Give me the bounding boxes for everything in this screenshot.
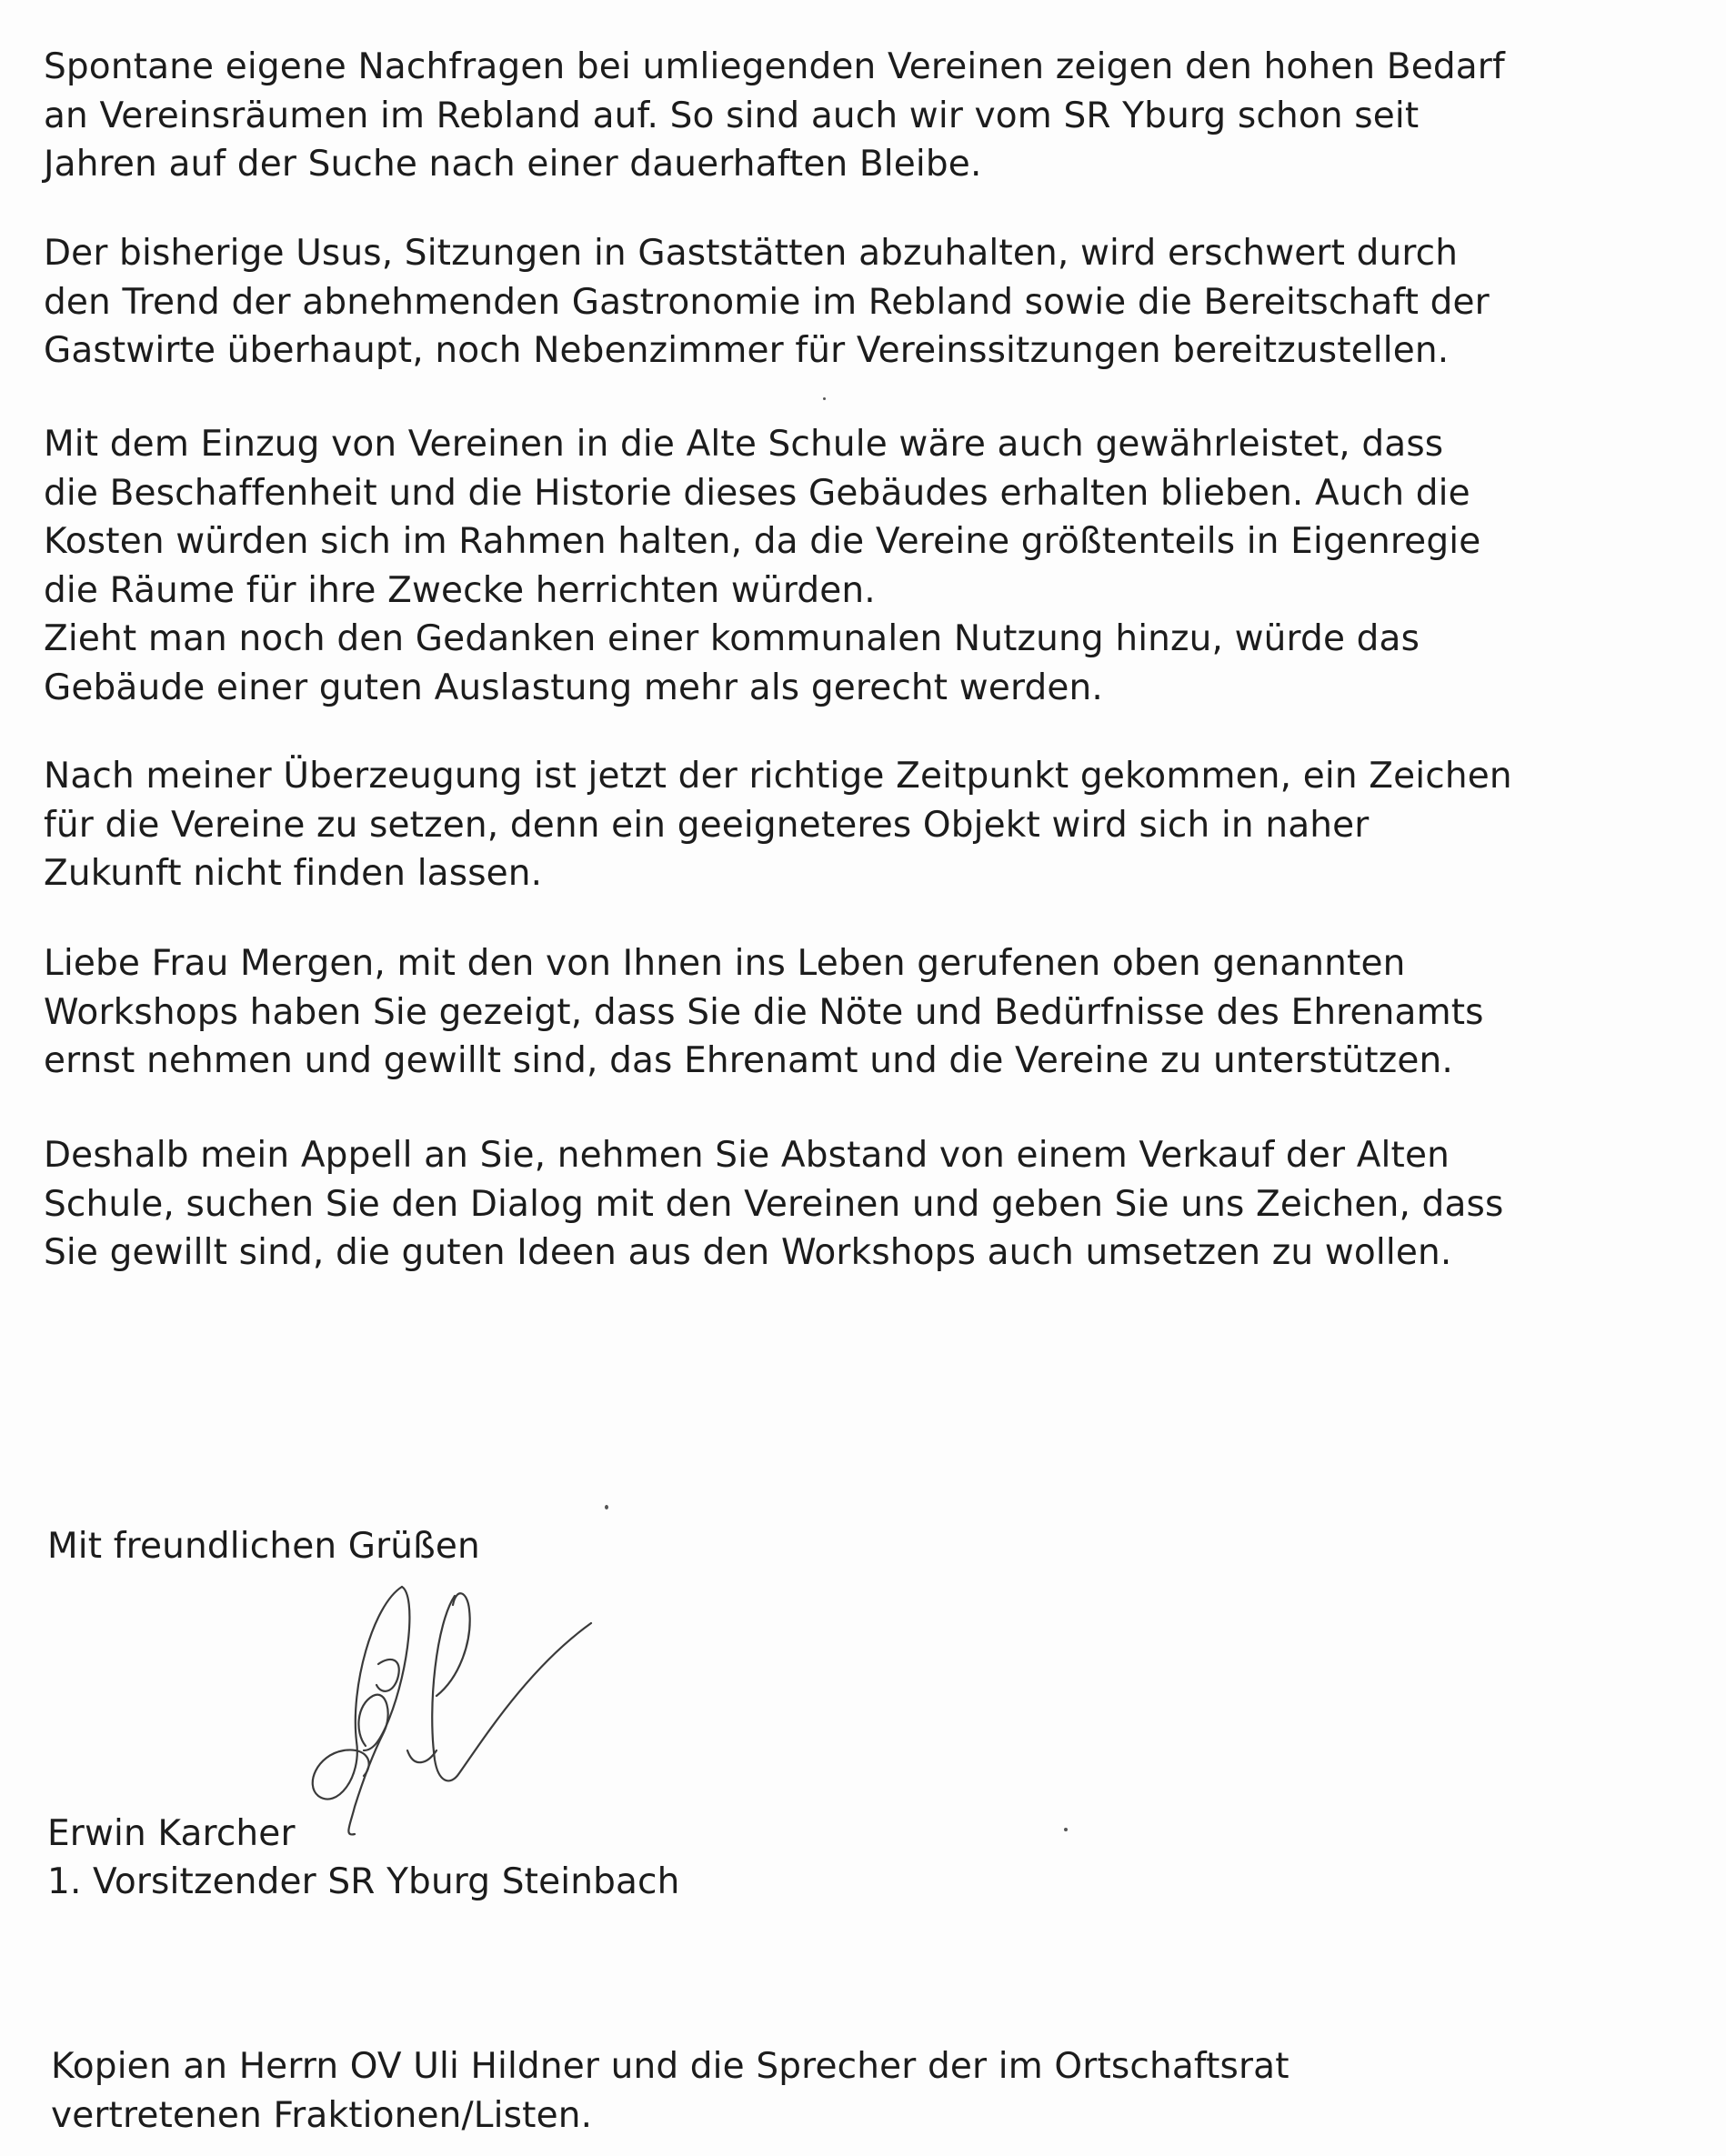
text-line: an Vereinsräumen im Rebland auf. So sind auch wir vom SR Yburg schon seit (44, 95, 1420, 136)
text-line: Mit dem Einzug von Vereinen in die Alte Schule wäre auch gewährleistet, dass (44, 424, 1444, 465)
paragraph-club-demand (44, 43, 1681, 189)
text-line: Jahren auf der Suche nach einer dauerhaften Bleibe. (44, 144, 982, 185)
text-line: Kopien an Herrn OV Uli Hildner und die Sprecher der im Ortschaftsrat (51, 2046, 1289, 2087)
scan-speck (605, 1505, 608, 1509)
text-line: Der bisherige Usus, Sitzungen in Gaststätten abzuhalten, wird erschwert durch (44, 233, 1459, 274)
text-line: die Beschaffenheit und die Historie dieses Gebäudes erhalten blieben. Auch die (44, 472, 1470, 514)
text-line: Deshalb mein Appell an Sie, nehmen Sie Abstand von einem Verkauf der Alten (44, 1135, 1450, 1176)
scan-speck (823, 397, 826, 400)
text-line: vertretenen Fraktionen/Listen. (51, 2094, 593, 2136)
text-line: Gebäude einer guten Auslastung mehr als gerecht werden. (44, 667, 1103, 708)
text-line: Zieht man noch den Gedanken einer kommunalen Nutzung hinzu, würde das (44, 618, 1420, 659)
signatory-name: Erwin Karcher (47, 1813, 296, 1854)
text-line: Workshops haben Sie gezeigt, dass Sie die Nöte und Bedürfnisse des Ehrenamts (44, 991, 1484, 1033)
text-line: Gastwirte überhaupt, noch Nebenzimmer für Vereinssitzungen bereitzustellen. (44, 330, 1450, 371)
text-line: die Räume für ihre Zwecke herrichten würden. (44, 569, 876, 611)
copies-note (51, 2042, 1688, 2140)
scan-speck (1064, 1828, 1068, 1831)
paragraph-appeal (44, 1131, 1681, 1278)
paragraph-address-mergen (44, 939, 1681, 1086)
text-line: Kosten würden sich im Rahmen halten, da die Vereine größtenteils in Eigenregie (44, 521, 1481, 562)
paragraph-alte-schule-benefits (44, 420, 1681, 712)
paragraph-meeting-venues (44, 229, 1681, 376)
paragraph-right-time (44, 752, 1681, 898)
text-line: Liebe Frau Mergen, mit den von Ihnen ins Leben gerufenen oben genannten (44, 943, 1406, 984)
text-line: Zukunft nicht finden lassen. (44, 853, 543, 894)
text-line: Spontane eigene Nachfragen bei umliegenden Vereinen zeigen den hohen Bedarf (44, 46, 1505, 87)
text-line: für die Vereine zu setzen, denn ein geeigneteres Objekt wird sich in naher (44, 804, 1370, 846)
signatory-title: 1. Vorsitzender SR Yburg Steinbach (47, 1861, 680, 1902)
text-line: ernst nehmen und gewillt sind, das Ehrenamt und die Vereine zu unterstützen. (44, 1040, 1453, 1081)
text-line: den Trend der abnehmenden Gastronomie im Rebland sowie die Bereitschaft der (44, 281, 1490, 323)
text-line: Nach meiner Überzeugung ist jetzt der richtige Zeitpunkt gekommen, ein Zeichen (44, 756, 1512, 797)
handwritten-signature (300, 1569, 609, 1841)
text-line: Sie gewillt sind, die guten Ideen aus den Workshops auch umsetzen zu wollen. (44, 1232, 1452, 1273)
text-line: Schule, suchen Sie den Dialog mit den Vereinen und geben Sie uns Zeichen, dass (44, 1183, 1504, 1225)
closing-greeting: Mit freundlichen Grüßen (47, 1526, 480, 1567)
